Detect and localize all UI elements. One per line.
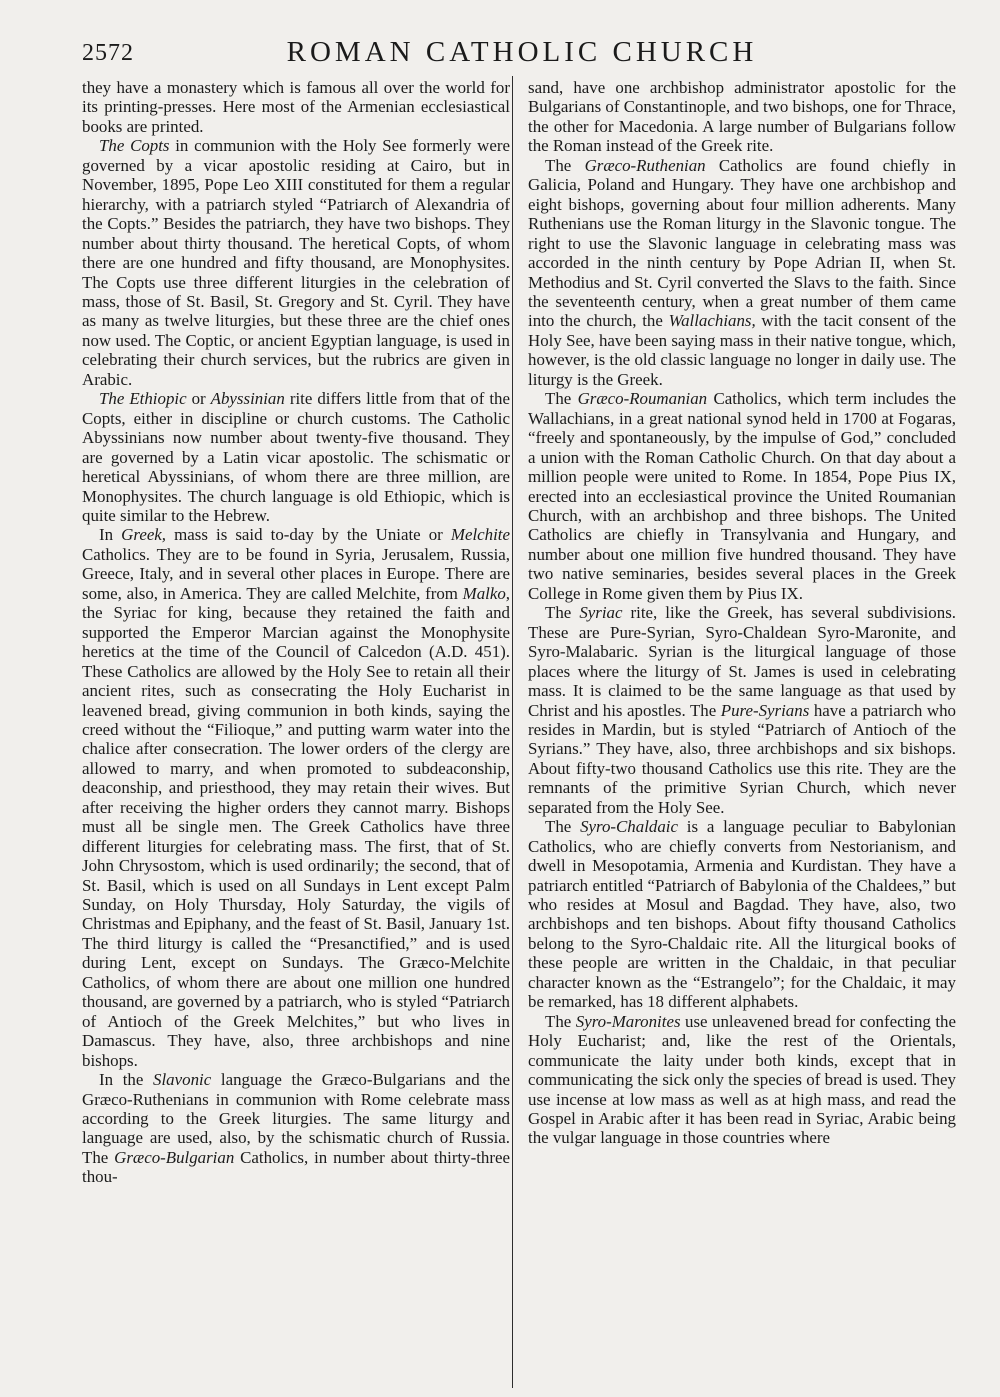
column-divider [512,76,513,1388]
text-run: mass is said to-day by the Uniate or [166,525,451,545]
text-run: Catholics are found chiefly in Galicia, Poland and Hungary. They have one archbishop and eight bishops, governing about four million adherents. Many Ruthenians use the Roman liturgy in the Slavonic tongue. The right to use the Slavonic language in celebrating mass was accorded in the ninth century by Pope Adrian II, when St. Methodius and St. Cyril converted the Slavs to the faith. Since the seventeenth century, when a great number of them came into the church, the [528,155,956,331]
paragraph [82,136,510,389]
italic-term: Græco-Roumanian [577,389,708,409]
paragraph [528,78,956,156]
paragraph [528,603,956,817]
paragraph [528,817,956,1012]
text-run: The [545,389,578,409]
text-run: language the Græco-Bulgarians and the Græco-Ruthenians in communion with Rome celebrate mass according to the Greek liturgies. The same liturgy and language are used, also, by the schismatic church of Russia. The [82,1070,510,1167]
left-column [82,78,510,1187]
text-run: or [186,389,211,409]
text-run: is a language peculiar to Babylonian Catholics, who are chiefly converts from Nestorianism, and dwell in Mesopotamia, Armenia and Kurdistan. They have a patriarch entitled “Patriarch of Babylonia of the Chaldees,” but who resides at Mosul and Bagdad. They have, also, two archbishops and ten bishops. About fifty thousand Catholics belong to the Syro-Chaldaic rite. All the liturgical books of these people are written in the Chaldaic, in that peculiar character known as the “Estrangelo”; for the Chaldaic, it may be remarked, has 18 different alphabets. [528,817,956,1012]
text-run: rite differs little from that of the Copts, either in discipline or church customs. The Catholic Abyssinians now number about twenty-five thousand. They are governed by a Latin vicar apostolic. The schismatic or heretical Abyssinians, of whom there are three million, are Monophysites. The church language is old Ethiopic, which is quite similar to the Hebrew. [82,389,510,525]
text-run: The [545,603,580,623]
text-run: The [545,817,581,837]
italic-term: The Ethiopic [99,389,187,409]
text-run: The [545,155,585,175]
paragraph [528,389,956,603]
text-run: sand, have one archbishop administrator apostolic for the Bulgarians of Constantinople, and two bishops, one for Thrace, the other for Macedonia. A large number of Bulgarians follow the Roman instead of the Greek rite. [528,78,956,156]
text-run: in communion with the Holy See formerly were governed by a vicar apostolic residing at Cairo, but in November, 1895, Pope Leo XIII constituted for them a regular hierarchy, with a patriarch styled “Patriarch of Alexandria of the Copts.” Besides the patriarch, they have two bishops. They number about thirty thousand. The heretical Copts, of whom there are one hundred and fifty thousand, are Monophysites. The Copts use three different liturgies in the celebration of mass, those of St. Basil, St. Gregory and St. Cyril. They have as many as twelve liturgies, but these three are the chief ones now used. The Coptic, or ancient Egyptian language, is used in celebrating their church services, but the rubrics are given in Arabic. [82,136,510,389]
paragraph [528,1012,956,1148]
italic-term: Pure-Syrians [720,700,810,720]
text-run: Catholics, which term includes the Wallachians, in a great national synod held in 1700 at Fogaras, “freely and spontaneously, by the impulse of God,” concluded a union with the Roman Catholic Church. On that day about a million people were united to Rome. In 1854, Pope Pius IX, erected into an ecclesiastical province the United Roumanian Church, with an archbishop and three bishops. The United Catholics are chiefly in Transylvania and Hungary, and number about one million five hundred thousand. They have two native seminaries, besides several places in the Greek College in Rome given them by Pius IX. [528,389,956,603]
page-number: 2572 [82,40,134,66]
italic-term: Græco-Ruthenian [584,155,706,175]
paragraph [528,156,956,389]
text-run: with the tacit consent of the Holy See, have been saying mass in their native tongue, which, however, is the old classic language no longer in daily use. The liturgy is the Greek. [528,311,957,389]
paragraph [82,389,510,525]
text-run: In [99,525,122,545]
italic-term: Syriac [579,603,623,623]
italic-term: Wallachians, [668,311,756,331]
text-run: use unleavened bread for confecting the Holy Eucharist; and, like the rest of the Orientals, communicate the laity under both kinds, except that in communicating the sick only the species of bread is used. They use incense at low mass as well as at high mass, and read the Gospel in Arabic after it has been read in Syriac, Arabic being the vulgar language in those countries where [528,1011,956,1148]
right-column [528,78,956,1148]
italic-term: Syro-Maronites [575,1011,681,1031]
text-run: In the [99,1070,154,1090]
paragraph [82,1070,510,1187]
italic-term: Abyssinian [210,389,285,409]
italic-term: Syro-Chaldaic [580,817,678,837]
text-run: have a patriarch who resides in Mardin, but is styled “Patriarch of Antioch of the Syrians.” They have, also, three archbishops and six bishops. About fifty-two thousand Catholics use this rite. They are the remnants of the primitive Syrian Church, which never separated from the Holy See. [528,700,956,817]
italic-term: The Copts [99,136,170,156]
text-run: they have a monastery which is famous all over the world for its printing-presses. Here most of the Armenian ecclesiastical books are printed. [82,78,510,136]
running-header [82,36,962,70]
text-run: Catholics. They are to be found in Syria, Jerusalem, Russia, Greece, Italy, and in several other places in Europe. There are some, also, in America. They are called Melchite, from [82,544,510,603]
paragraph [82,78,510,136]
paragraph [82,525,510,1070]
italic-term: Malko, [462,583,510,603]
italic-term: Greek, [121,525,167,545]
italic-term: Slavonic [153,1070,212,1090]
text-run: the Syriac for king, because they retained the faith and supported the Emperor Marcian against the Monophysite heretics at the time of the Council of Calcedon (A.D. 451). These Catholics are allowed by the Holy See to retain all their ancient rites, such as consecrating the Holy Eucharist in leavened bread, giving communion in both kinds, saying the creed without the “Filioque,” and putting warm water into the chalice after consecration. The lower orders of the clergy are allowed to marry, and when promoted to subdeaconship, deaconship, and priesthood, they may retain their wives. But after receiving the higher orders they cannot marry. Bishops must all be single men. The Greek Catholics have three different liturgies for celebrating mass. The first, that of St. John Chrysostom, which is used ordinarily; the second, that of St. Basil, which is used on all Sundays in Lent except Palm Sunday, on Holy Thursday, Holy Saturday, the vigils of Christmas and Epiphany, and the feast of St. Basil, January 1st. The third liturgy is called the “Presanctified,” and is used during Lent, except on Sundays. The Græco-Melchite Catholics, of whom there are about one million one hundred thousand, are governed by a patriarch, who is styled “Patriarch of Antioch of the Greek Melchites,” but who lives in Damascus. They have, also, three archbishops and nine bishops. [82,603,510,1070]
text-run: Catholics, in number about thirty-three thou- [82,1147,510,1187]
text-run: rite, like the Greek, has several subdivisions. These are Pure-Syrian, Syro-Chaldean Syro-Maronite, and Syro-Malabaric. Syrian is the liturgical language of those places where the liturgy of St. James is used in celebrating mass. It is claimed to be the same language as that used by Christ and his apostles. The [528,603,956,720]
italic-term: Græco-Bulgarian [114,1147,235,1167]
text-run: The [545,1011,576,1031]
italic-term: Melchite [450,525,510,545]
page-title: ROMAN CATHOLIC CHURCH [286,36,758,68]
